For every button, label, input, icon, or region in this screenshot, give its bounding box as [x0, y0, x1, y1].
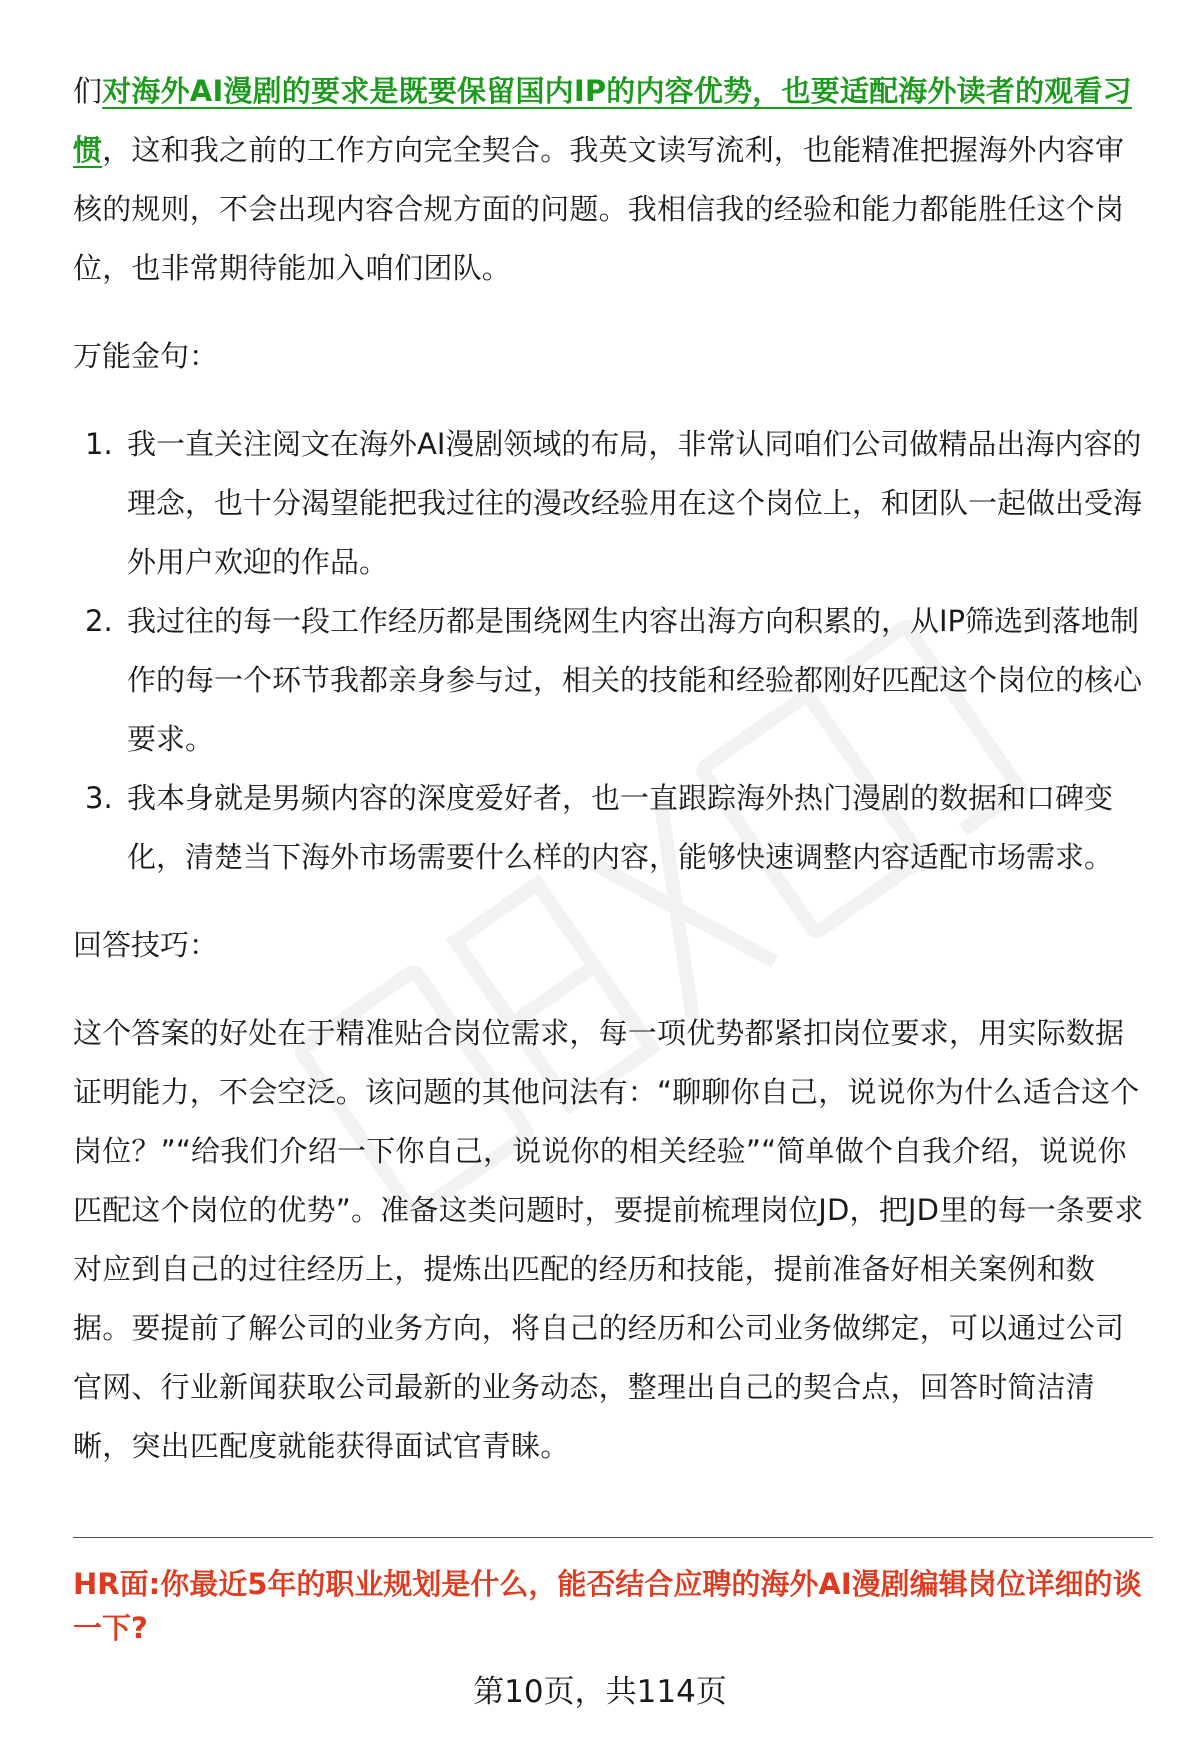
section-divider [73, 1537, 1153, 1538]
list-item-text: 我过往的每一段工作经历都是围绕网生内容出海方向积累的，从IP筛选到落地制作的每一个环节我都亲身参与过，相关的技能和经验都刚好匹配这个岗位的核心要求。 [127, 604, 1143, 756]
list-item-number: 3. [85, 781, 113, 815]
list-item-text: 我本身就是男频内容的深度爱好者，也一直跟踪海外热门漫剧的数据和口碑变化，清楚当下海外市场需要什么样的内容，能够快速调整内容适配市场需求。 [127, 781, 1114, 874]
intro-highlight: 对海外AI漫剧的要求是既要保留国内IP的内容优势，也要适配海外读者的观看习惯 [73, 74, 1132, 167]
list-item-number: 1. [85, 427, 113, 461]
golden-sentences-label: 万能金句： [73, 339, 219, 373]
list-item [73, 769, 1153, 887]
intro-lead: 们 [73, 74, 103, 108]
hr-question-heading: HR面:你最近5年的职业规划是什么，能否结合应聘的海外AI漫剧编辑岗位详细的谈一下? [73, 1567, 1142, 1645]
list-item [73, 592, 1153, 769]
list-item-number: 2. [85, 604, 113, 638]
page-footer: 第10页，共114页 [473, 1674, 727, 1710]
intro-paragraph [73, 62, 1153, 298]
answer-tips-body: 这个答案的好处在于精准贴合岗位需求，每一项优势都紧扣岗位要求，用实际数据证明能力，不会空泛。该问题的其他问法有：“聊聊你自己，说说你为什么适合这个岗位？”“给我们介绍一下你自己，说说你的相关经验”“简单做个自我介绍，说说你匹配这个岗位的优势”。准备这类问题时，要提前梳理岗位JD，把JD里的每一条要求对应到自己的过往经历上，提炼出匹配的经历和技能，提前准备好相关案例和数据。要提前了解公司的业务方向，将自己的经历和公司业务做绑定，可以通过公司官网、行业新闻获取公司最新的业务动态，整理出自己的契合点，回答时简洁清晰，突出匹配度就能获得面试官青睐。 [73, 1016, 1144, 1463]
main-content [73, 62, 1153, 1476]
golden-sentences-list [73, 415, 1153, 887]
answer-tips-label: 回答技巧： [73, 928, 219, 962]
list-item-text: 我一直关注阅文在海外AI漫剧领域的布局，非常认同咱们公司做精品出海内容的理念，也十分渴望能把我过往的漫改经验用在这个岗位上，和团队一起做出受海外用户欢迎的作品。 [127, 427, 1143, 579]
list-item [73, 415, 1153, 592]
intro-rest: ，这和我之前的工作方向完全契合。我英文读写流利，也能精准把握海外内容审核的规则，不会出现内容合规方面的问题。我相信我的经验和能力都能胜任这个岗位，也非常期待能加入咱们团队。 [73, 133, 1125, 285]
